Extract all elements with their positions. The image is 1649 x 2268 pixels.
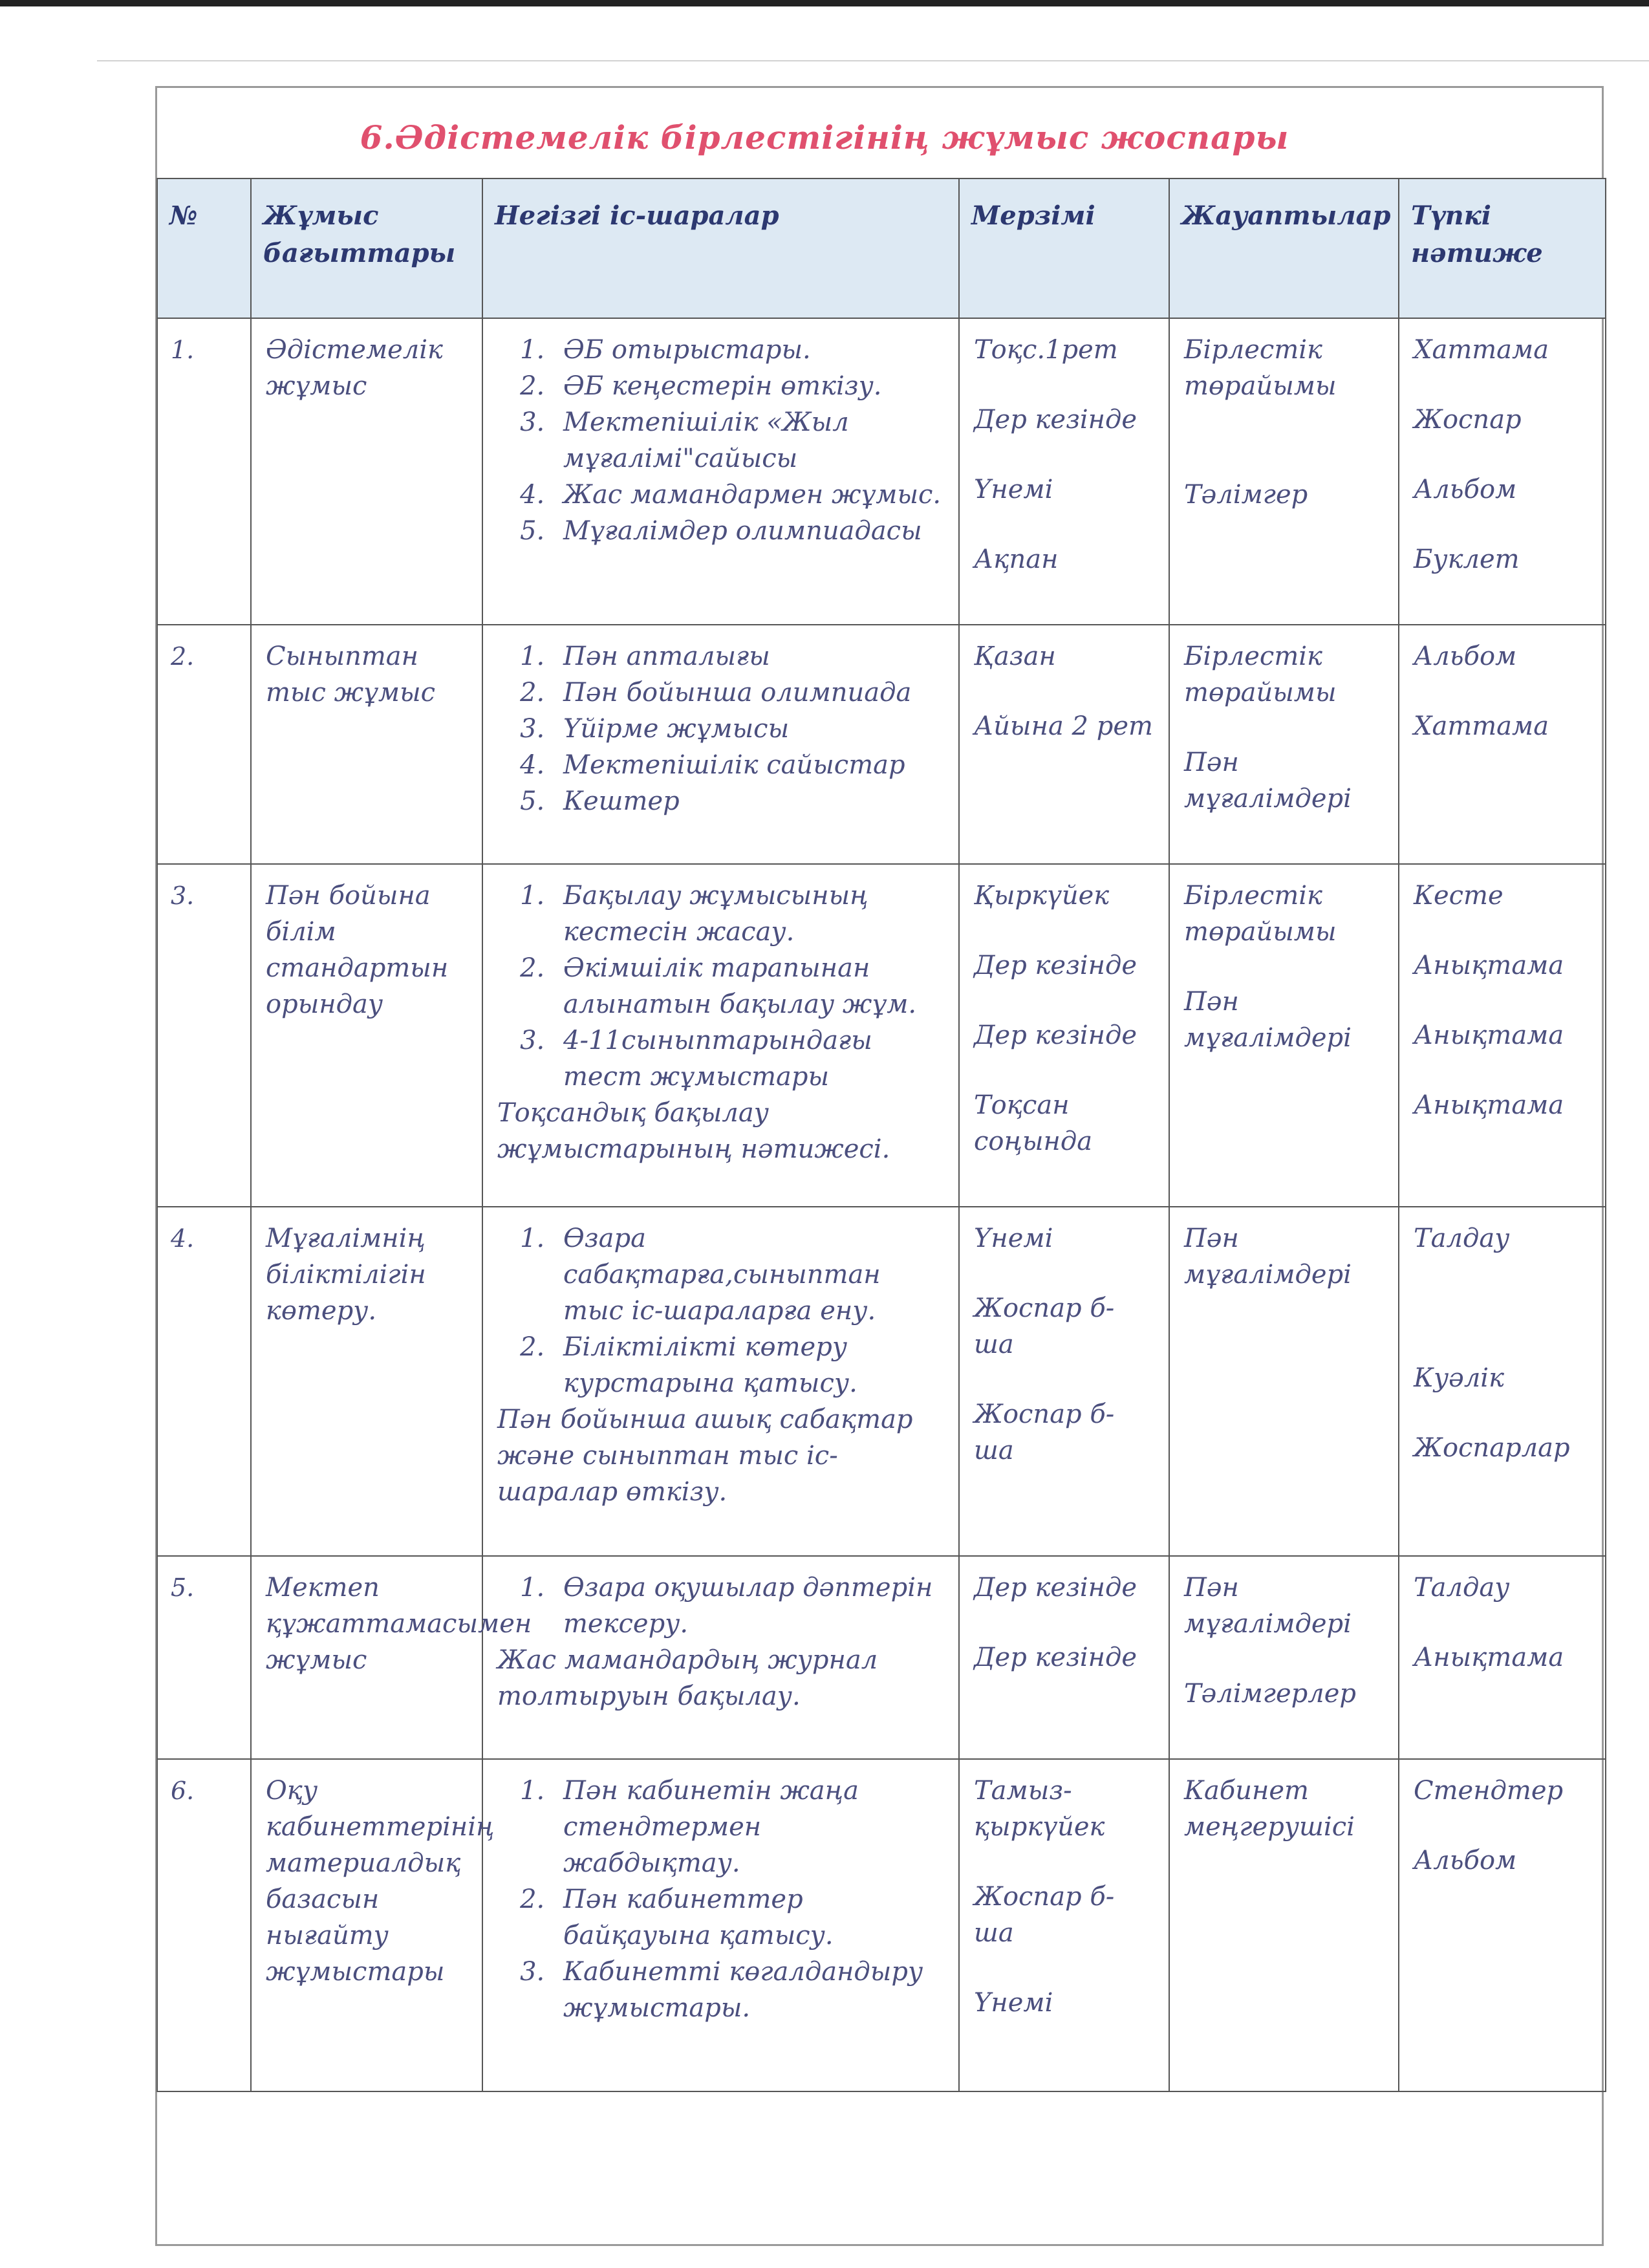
row-deadline <box>959 625 1169 864</box>
row-deadline <box>959 318 1169 625</box>
row-responsible <box>1169 1207 1399 1556</box>
result-item: Буклет <box>1414 545 1520 574</box>
result-item: Хаттама <box>1414 335 1549 365</box>
activity-item: 2. Пән кабинеттер байқауына қатысу. <box>553 1881 944 1954</box>
result-item: Куәлік <box>1414 1363 1504 1393</box>
row-result <box>1399 625 1606 864</box>
deadline-item: Қазан <box>974 642 1056 671</box>
result-item: Кесте <box>1414 881 1503 911</box>
row-deadline <box>959 1207 1169 1556</box>
deadline-item: Жоспар б-ша <box>974 1882 1115 1948</box>
row-activities <box>482 1556 959 1759</box>
responsible-item: Пән мұғалімдері <box>1184 1573 1352 1639</box>
activity-item: 2. ӘБ кеңестерін өткізу. <box>553 368 944 404</box>
responsible-item: Бірлестік төрайымы <box>1184 642 1337 707</box>
header-direction: Жұмыс бағыттары <box>251 178 482 318</box>
responsible-item: Тәлімгер <box>1184 480 1308 510</box>
result-item: Жоспарлар <box>1414 1433 1570 1463</box>
table-row <box>157 1759 1606 2091</box>
activity-item: 2. Әкімшілік тарапынан алынатын бақылау жұм. <box>553 950 944 1022</box>
table-row <box>157 864 1606 1207</box>
deadline-item: Жоспар б-ша <box>974 1399 1115 1465</box>
responsible-item: Бірлестік төрайымы <box>1184 335 1337 401</box>
table-row <box>157 625 1606 864</box>
deadline-item: Тоқс.1рет <box>974 335 1118 365</box>
activity-item: 3. Үйірме жұмысы <box>553 711 944 747</box>
row-responsible <box>1169 1759 1399 2091</box>
scan-line <box>97 60 1649 61</box>
result-item: Анықтама <box>1414 1090 1564 1120</box>
row-activities <box>482 1207 959 1556</box>
responsible-item: Пән мұғалімдері <box>1184 987 1352 1053</box>
table-row <box>157 318 1606 625</box>
row-direction: Пән бойына білім стандартын орындау <box>251 864 482 1207</box>
responsible-item: Пән мұғалімдері <box>1184 1224 1352 1290</box>
deadline-item: Үнемі <box>974 1224 1053 1253</box>
row-direction: Мұғалімнің біліктілігін көтеру. <box>251 1207 482 1556</box>
result-item: Альбом <box>1414 642 1517 671</box>
activity-item: 4. Мектепішілік сайыстар <box>553 747 944 783</box>
work-plan-table <box>156 178 1606 2092</box>
deadline-item: Үнемі <box>974 475 1053 504</box>
header-deadline: Мерзімі <box>959 178 1169 318</box>
row-direction: Мектеп құжаттамасымен жұмыс <box>251 1556 482 1759</box>
result-item: Анықтама <box>1414 1021 1564 1050</box>
activity-item: 1. Өзара оқушылар дәптерін тексеру. <box>553 1570 944 1642</box>
activity-item: 3. Кабинетті көгалдандыру жұмыстары. <box>553 1954 944 2026</box>
deadline-item: Дер кезінде <box>974 405 1137 435</box>
row-direction: Сыныптан тыс жұмыс <box>251 625 482 864</box>
activity-item: 2. Пән бойынша олимпиада <box>553 675 944 711</box>
row-deadline <box>959 864 1169 1207</box>
table-row <box>157 1556 1606 1759</box>
header-activities: Негізгі іс-шаралар <box>482 178 959 318</box>
result-item: Стендтер <box>1414 1776 1564 1806</box>
activity-item: 1. Пән апталығы <box>553 638 944 675</box>
activity-item: 1. ӘБ отырыстары. <box>553 332 944 368</box>
row-number: 1. <box>157 318 251 625</box>
activity-item: 5. Мұғалімдер олимпиадасы <box>553 513 944 549</box>
row-direction: Әдістемелік жұмыс <box>251 318 482 625</box>
deadline-item: Айына 2 рет <box>974 711 1153 741</box>
deadline-item: Жоспар б-ша <box>974 1293 1115 1359</box>
responsible-item: Кабинет меңгерушісі <box>1184 1776 1355 1842</box>
row-number: 6. <box>157 1759 251 2091</box>
row-responsible <box>1169 625 1399 864</box>
result-item: Альбом <box>1414 1846 1517 1875</box>
activity-item: 2. Біліктілікті көтеру курстарына қатысу. <box>553 1329 944 1401</box>
result-item: Жоспар <box>1414 405 1522 435</box>
header-row <box>157 178 1606 318</box>
deadline-item: Тамыз-қыркүйек <box>974 1776 1105 1842</box>
row-activities <box>482 864 959 1207</box>
row-number: 2. <box>157 625 251 864</box>
deadline-item: Үнемі <box>974 1988 1053 2018</box>
activity-item: 1. Пән кабинетін жаңа стендтермен жабдықтау. <box>553 1773 944 1881</box>
row-number: 3. <box>157 864 251 1207</box>
deadline-item: Қыркүйек <box>974 881 1110 911</box>
row-result <box>1399 1207 1606 1556</box>
deadline-item: Тоқсан соңында <box>974 1090 1093 1156</box>
activity-note: Жас мамандардың журнал толтыруын бақылау. <box>497 1645 878 1711</box>
activity-item: 1. Өзара сабақтарға,сыныптан тыс іс-шараларға ену. <box>553 1220 944 1329</box>
row-number: 4. <box>157 1207 251 1556</box>
result-item: Анықтама <box>1414 1643 1564 1672</box>
deadline-item: Ақпан <box>974 545 1059 574</box>
result-item: Хаттама <box>1414 711 1549 741</box>
row-result <box>1399 318 1606 625</box>
row-result <box>1399 1759 1606 2091</box>
result-item: Альбом <box>1414 475 1517 504</box>
page-title: 6.Әдістемелік бірлестігінің жұмыс жоспары <box>360 118 1289 157</box>
row-activities <box>482 1759 959 2091</box>
responsible-item: Тәлімгерлер <box>1184 1679 1357 1709</box>
row-deadline <box>959 1759 1169 2091</box>
deadline-item: Дер кезінде <box>974 1643 1137 1672</box>
activity-item: 5. Кештер <box>553 783 944 819</box>
row-responsible <box>1169 864 1399 1207</box>
activity-item: 3. Мектепішілік «Жыл мұғалімі"сайысы <box>553 404 944 477</box>
row-result <box>1399 1556 1606 1759</box>
activity-item: 1. Бақылау жұмысының кестесін жасау. <box>553 878 944 950</box>
responsible-item: Пән мұғалімдері <box>1184 748 1352 814</box>
row-activities <box>482 625 959 864</box>
row-result <box>1399 864 1606 1207</box>
row-activities <box>482 318 959 625</box>
row-deadline <box>959 1556 1169 1759</box>
activity-note: Тоқсандық бақылау жұмыстарының нәтижесі. <box>497 1098 890 1164</box>
activity-item: 3. 4-11сыныптарындағы тест жұмыстары <box>553 1022 944 1095</box>
deadline-item: Дер кезінде <box>974 951 1137 980</box>
deadline-item: Дер кезінде <box>974 1573 1137 1603</box>
activity-note: Пән бойынша ашық сабақтар және сыныптан тыс іс-шаралар өткізу. <box>497 1405 913 1507</box>
row-responsible <box>1169 318 1399 625</box>
responsible-item: Бірлестік төрайымы <box>1184 881 1337 947</box>
table-row <box>157 1207 1606 1556</box>
deadline-item: Дер кезінде <box>974 1021 1137 1050</box>
result-item: Анықтама <box>1414 951 1564 980</box>
row-direction: Оқу кабинеттерінің материалдық базасын нығайту жұмыстары <box>251 1759 482 2091</box>
result-item: Талдау <box>1414 1573 1510 1603</box>
result-item: Талдау <box>1414 1224 1510 1253</box>
activity-item: 4. Жас мамандармен жұмыс. <box>553 477 944 513</box>
scan-edge <box>0 0 1649 6</box>
row-number: 5. <box>157 1556 251 1759</box>
header-result: Түпкі нәтиже <box>1399 178 1606 318</box>
header-responsible: Жауаптылар <box>1169 178 1399 318</box>
row-responsible <box>1169 1556 1399 1759</box>
header-num: № <box>157 178 251 318</box>
